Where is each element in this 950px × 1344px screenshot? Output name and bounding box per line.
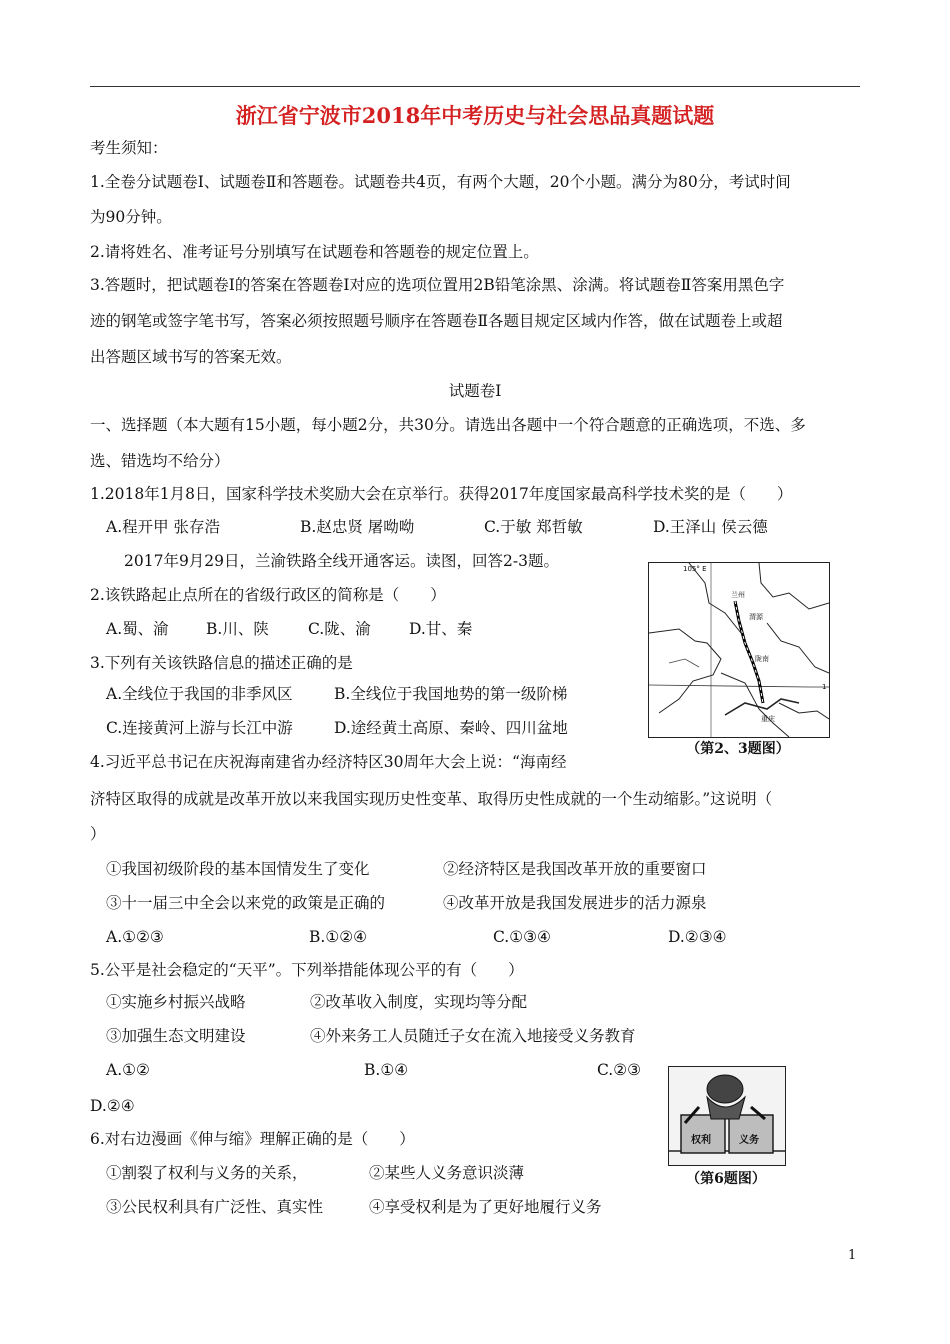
q4-option-d: D.②③④ [668, 928, 727, 946]
q3-option-c: C.连接黄河上游与长江中游 [106, 719, 293, 737]
section-label: 试题卷I [448, 382, 502, 400]
q6-item: ①割裂了权利与义务的关系， [106, 1164, 308, 1182]
q1-option-a: A.程开甲 张存浩 [106, 518, 221, 536]
q3-option-a: A.全线位于我国的非季风区 [106, 685, 293, 703]
map-city-label: 兰州 [731, 591, 745, 599]
q5-option-b: B.①④ [364, 1061, 409, 1079]
q4-option-b: B.①②④ [309, 928, 368, 946]
cartoon-box-label: 权利 [691, 1135, 711, 1146]
map-city-label: 渭源 [749, 613, 763, 621]
map-caption: （第2、3题图） [686, 741, 790, 757]
q3-option-b: B.全线位于我国地势的第一级阶梯 [334, 685, 568, 703]
map-city-label: 陇南 [755, 655, 769, 663]
q4-stem: 4.习近平总书记在庆祝海南建省办经济特区30周年大会上说：“海南经 [90, 753, 567, 771]
cartoon-box-label: 义务 [739, 1135, 759, 1146]
q5-option-d: D.②④ [90, 1097, 135, 1115]
q4-item: ③十一届三中全会以来党的政策是正确的 [106, 894, 386, 912]
q4-item: ②经济特区是我国改革开放的重要窗口 [443, 860, 707, 878]
q1-option-c: C.于敏 郑哲敏 [484, 518, 583, 536]
cartoon-image [669, 1067, 785, 1165]
q4-item: ①我国初级阶段的基本国情发生了变化 [106, 860, 370, 878]
q3-stem: 3.下列有关该铁路信息的描述正确的是 [90, 654, 353, 672]
railway-map [649, 563, 829, 737]
q2-option-d: D.甘、秦 [409, 620, 473, 638]
q2-3-intro: 2017年9月29日，兰渝铁路全线开通客运。读图，回答2-3题。 [124, 552, 559, 570]
map-longitude-label: 105° E [683, 565, 707, 573]
railway-map-figure [648, 562, 830, 738]
q4-option-c: C.①③④ [493, 928, 551, 946]
map-edge-mark: 1 [822, 683, 827, 691]
q5-item: ①实施乡村振兴战略 [106, 993, 246, 1011]
notice-line: 出答题区域书写的答案无效。 [90, 348, 292, 366]
page-number: 1 [848, 1248, 857, 1263]
q4-option-a: A.①②③ [106, 928, 164, 946]
q5-stem: 5.公平是社会稳定的“天平”。下列举措能体现公平的有（ ） [90, 961, 524, 979]
q2-stem: 2.该铁路起止点所在的省级行政区的简称是（ ） [90, 586, 446, 604]
q4-stem: ） [90, 825, 106, 843]
part-one-instructions: 一、选择题（本大题有15小题，每小题2分，共30分。请选出各题中一个符合题意的正确选项，不选、多 [90, 416, 806, 434]
q1-option-d: D.王泽山 侯云德 [653, 518, 768, 536]
cartoon-figure [668, 1066, 786, 1166]
q5-item: ②改革收入制度，实现均等分配 [310, 993, 528, 1011]
part-one-instructions: 选、错选均不给分） [90, 452, 230, 470]
cartoon-caption: （第6题图） [686, 1171, 766, 1187]
q2-option-a: A.蜀、渝 [106, 620, 169, 638]
q5-item: ④外来务工人员随迁子女在流入地接受义务教育 [310, 1027, 636, 1045]
notice-line: 3.答题时，把试题卷I的答案在答题卷I对应的选项位置用2B铅笔涂黑、涂满。将试题卷Ⅱ答案用黑色字 [90, 276, 785, 294]
q2-option-b: B.川、陕 [206, 620, 269, 638]
notice-line: 2.请将姓名、准考证号分别填写在试题卷和答题卷的规定位置上。 [90, 243, 539, 261]
q1-option-b: B.赵忠贤 屠呦呦 [300, 518, 415, 536]
notice-line: 为90分钟。 [90, 208, 172, 226]
notice-heading: 考生须知： [90, 139, 168, 157]
q3-option-d: D.途经黄土高原、秦岭、四川盆地 [334, 719, 568, 737]
q4-item: ④改革开放是我国发展进步的活力源泉 [443, 894, 707, 912]
q4-stem: 济特区取得的成就是改革开放以来我国实现历史性变革、取得历史性成就的一个生动缩影。”这说明（ [90, 790, 773, 808]
q2-option-c: C.陇、渝 [308, 620, 371, 638]
q5-option-c: C.②③ [597, 1061, 642, 1079]
map-city-label: 重庆 [761, 715, 775, 723]
q6-stem: 6.对右边漫画《伸与缩》理解正确的是（ ） [90, 1130, 415, 1148]
q1-stem: 1.2018年1月8日，国家科学技术奖励大会在京举行。获得2017年度国家最高科学技术奖的是（ ） [90, 485, 793, 503]
notice-line: 迹的钢笔或签字笔书写，答案必须按照题号顺序在答题卷Ⅱ各题目规定区域内作答，做在试题卷上或超 [90, 312, 783, 330]
q6-item: ②某些人义务意识淡薄 [369, 1164, 525, 1182]
page-title: 浙江省宁波市2018年中考历史与社会思品真题试题 [235, 103, 715, 128]
q6-item: ④享受权利是为了更好地履行义务 [369, 1198, 602, 1216]
q6-item: ③公民权利具有广泛性、真实性 [106, 1198, 324, 1216]
q5-item: ③加强生态文明建设 [106, 1027, 246, 1045]
top-rule [90, 86, 860, 87]
q5-option-a: A.①② [106, 1061, 150, 1079]
notice-line: 1.全卷分试题卷I、试题卷Ⅱ和答题卷。试题卷共4页，有两个大题，20个小题。满分为80分，考试时间 [90, 173, 791, 191]
